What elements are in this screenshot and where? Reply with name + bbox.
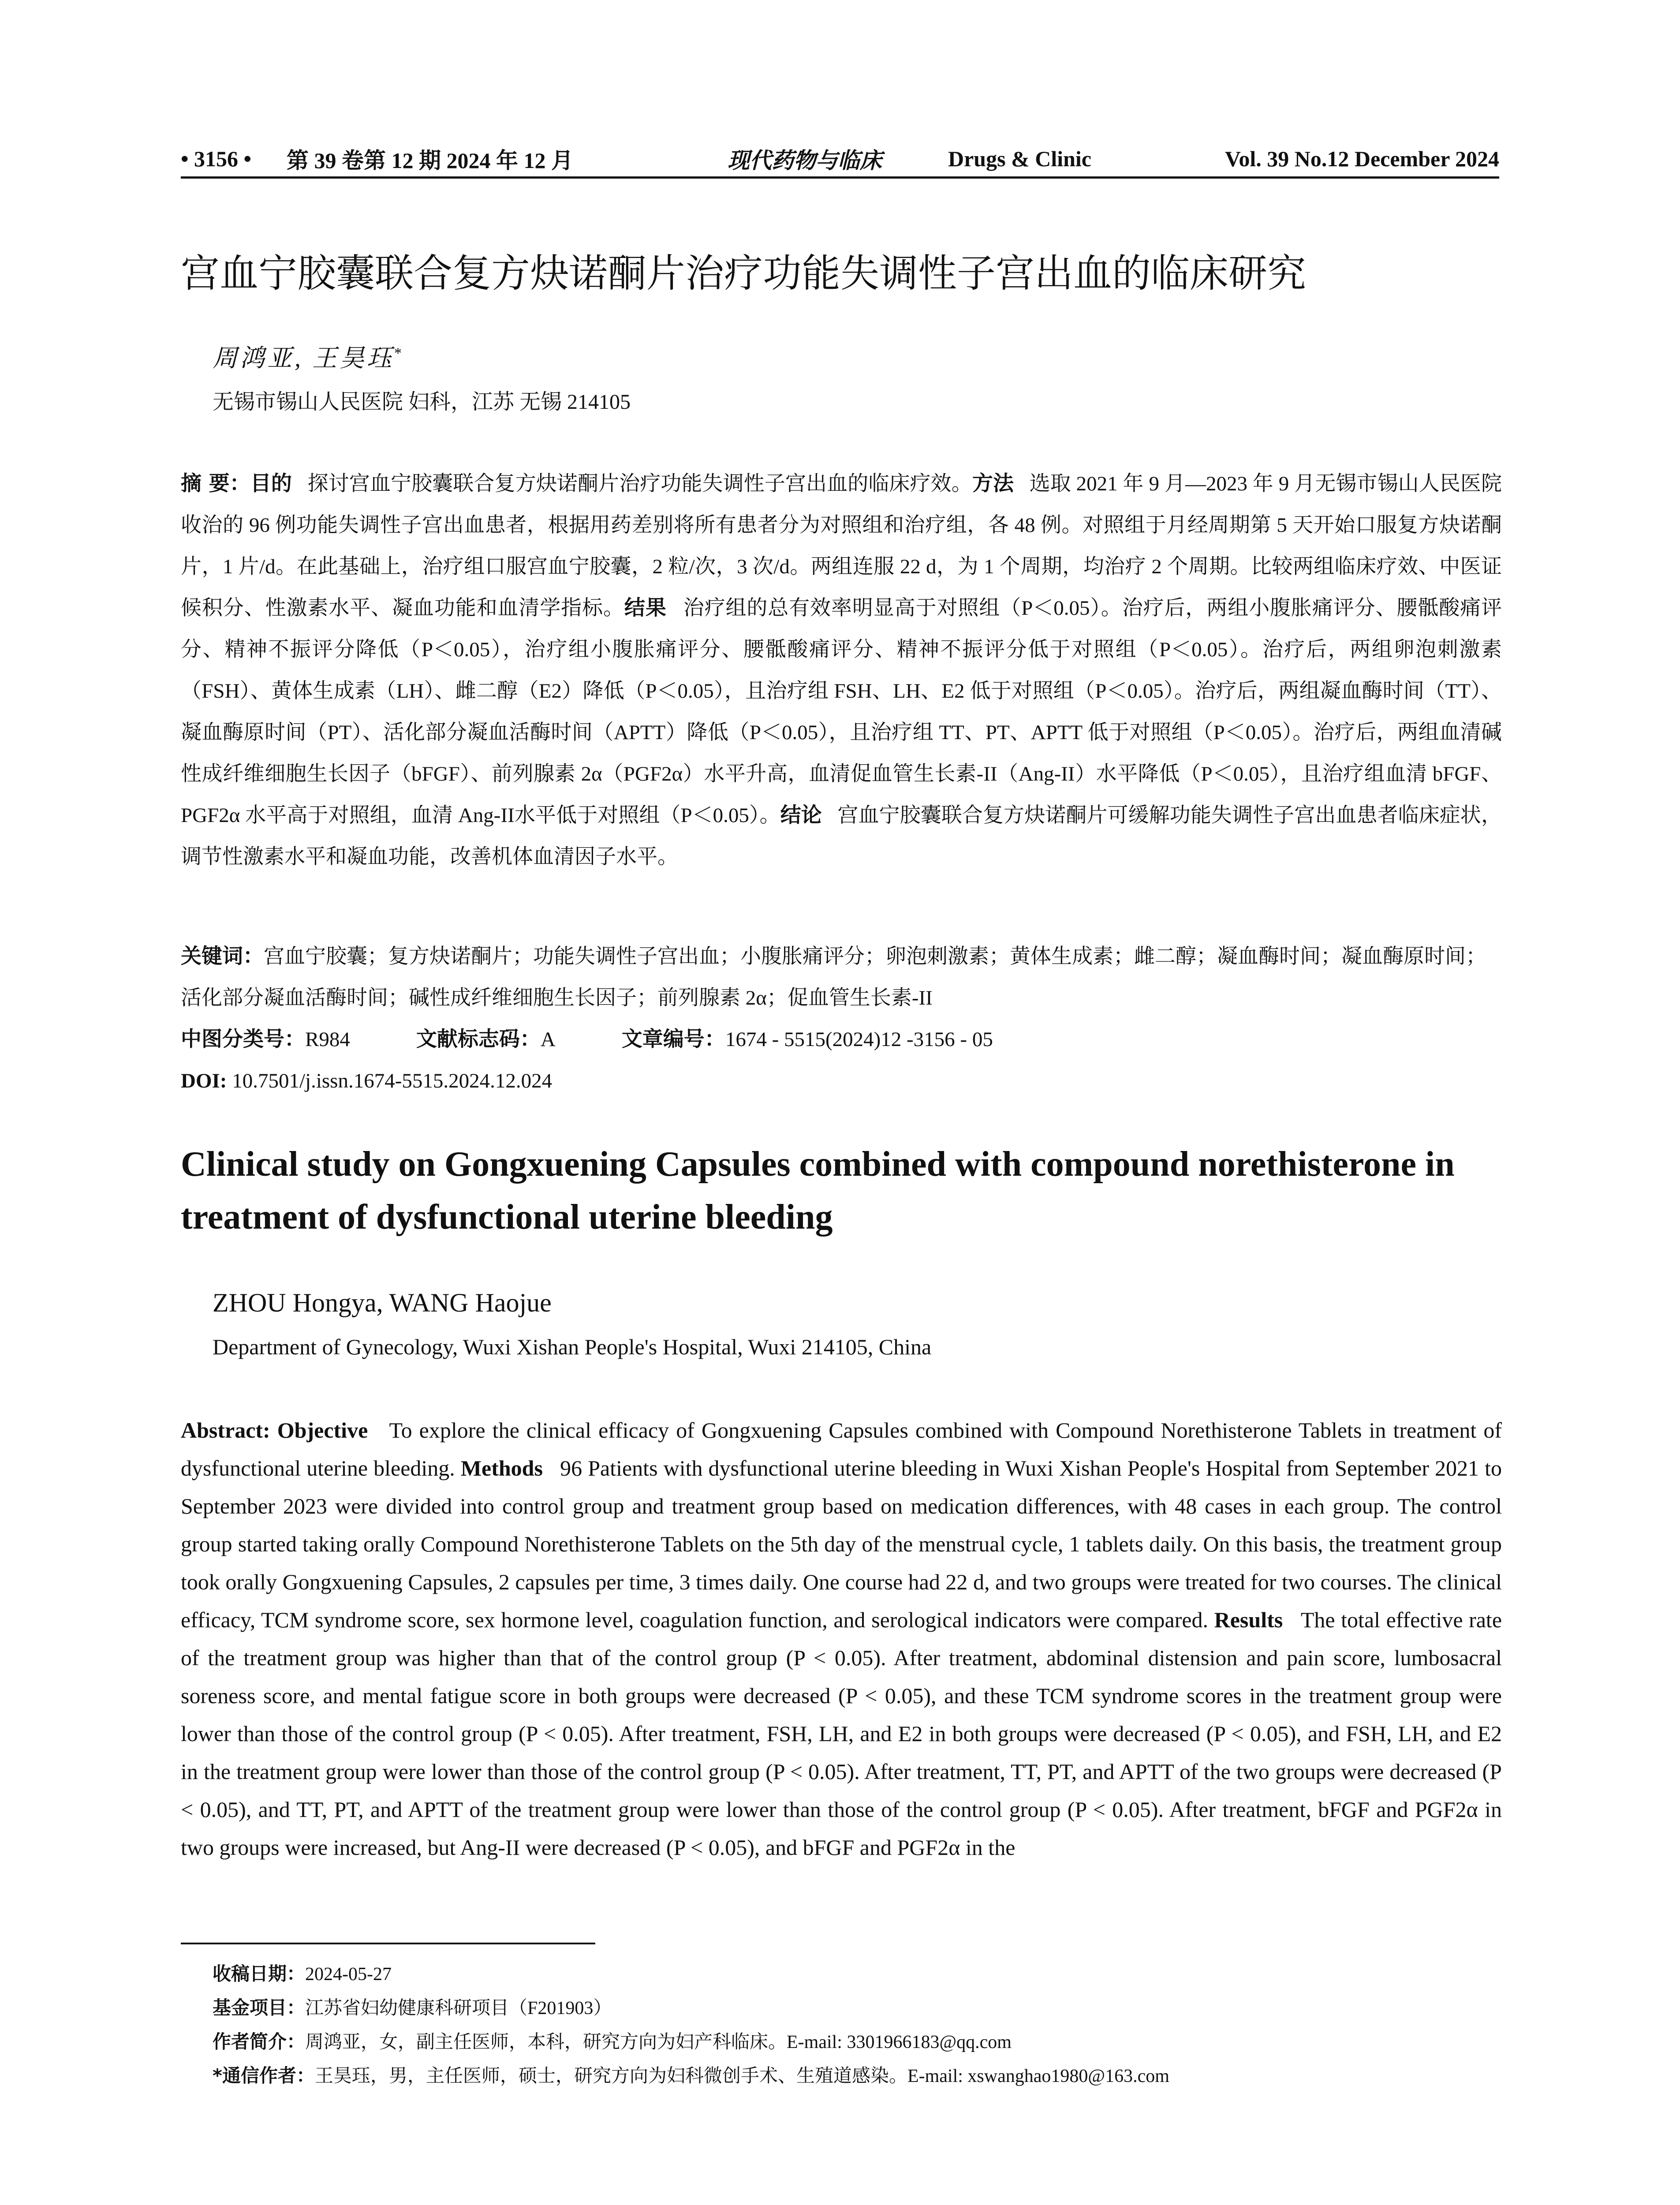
- doc-code-value: A: [540, 1028, 556, 1051]
- keywords-cn: [181, 936, 1502, 1019]
- bio-value: 周鸿亚，女，副主任医师，本科，研究方向为妇产科临床。E-mail: 3301966183@qq.com: [305, 2032, 1012, 2052]
- received-value: 2024-05-27: [305, 1964, 392, 1984]
- bio-label: 作者简介：: [213, 2031, 306, 2052]
- running-header: [181, 141, 1499, 179]
- authors-cn: [213, 339, 404, 374]
- affiliation-cn: 无锡市锡山人民医院 妇科，江苏 无锡 214105: [213, 390, 631, 414]
- doi-line: [181, 1060, 1502, 1102]
- article-title-en: Clinical study on Gongxuening Capsules combined with compound norethisterone in treatment of dysfunctional uterine bleeding: [181, 1145, 1455, 1237]
- results-text-cn: 治疗组的总有效率明显高于对照组（P＜0.05）。治疗后，两组小腹胀痛评分、腰骶酸痛评分、精神不振评分降低（P＜0.05），治疗组小腹胀痛评分、腰骶酸痛评分、精神不振评分低于对照组（P＜0.05）。治疗后，两组卵泡刺激素（FSH）、黄体生成素（LH）、雌二醇（E2）降低（P＜0.05），且治疗组 FSH、LH、E2 低于对照组（P＜0.05）。治疗后，两组凝血酶时间（TT）、凝血酶原时间（PT）、活化部分凝血活酶时间（APTT）降低（P＜0.05），且治疗组 TT、PT、APTT 低于对照组（P＜0.05）。治疗后，两组血清碱性成纤维细胞生长因子（bFGF）、前列腺素 2α（PGF2α）水平升高，血清促血管生长素-II（Ang-II）水平降低（P＜0.05），且治疗组血清 bFGF、PGF2α 水平高于对照组，血清 Ang-II水平低于对照组（P＜0.05）。: [181, 597, 1502, 827]
- abstract-en-label: Abstract: Objective: [181, 1418, 368, 1443]
- keywords-label-cn: 关键词：: [181, 944, 264, 968]
- footnote-author-bio: [213, 2025, 1169, 2059]
- corresponding-mark: *: [394, 345, 404, 362]
- methods-label-en: Methods: [460, 1456, 543, 1480]
- conclusion-text-cn: 宫血宁胶囊联合复方炔诺酮片可缓解功能失调性子宫出血患者临床症状，调节性激素水平和凝血功能，改善机体血清因子水平。: [181, 804, 1502, 868]
- footnote-corresponding: [213, 2059, 1169, 2093]
- corresponding-value: 王昊珏，男，主任医师，硕士，研究方向为妇科微创手术、生殖道感染。E-mail: xswanghao1980@163.com: [314, 2066, 1169, 2086]
- abstract-cn-label: 摘 要：: [181, 471, 250, 496]
- article-title-cn: 宫血宁胶囊联合复方炔诺酮片治疗功能失调性子宫出血的临床研究: [181, 250, 1307, 296]
- received-label: 收稿日期：: [213, 1963, 306, 1984]
- conclusion-label-cn: 结论: [780, 803, 822, 827]
- objective-label-cn: 目的: [250, 471, 292, 496]
- methods-text-en: 96 Patients with dysfunctional uterine bleeding in Wuxi Xishan People's Hospital from September 2021 to September 2023 were divided into control group and treatment group based on medication differences, with 48 cases in each group. The control group started taking orally Compound Norethisterone Tablets on the 5th day of the menstrual cycle, 1 tablets daily. On this basis, the treatment group took orally Gongxuening Capsules, 2 capsules per time, 3 times daily. One course had 22 d, and two groups were treated for two courses. The clinical efficacy, TCM syndrome score, sex hormone level, coagulation function, and serological indicators were compared.: [181, 1456, 1502, 1632]
- footnote-divider: [181, 1943, 595, 1944]
- abstract-cn: [181, 463, 1502, 878]
- clc-item: [181, 1019, 350, 1060]
- methods-text-cn: 选取 2021 年 9 月—2023 年 9 月无锡市锡山人民医院收治的 96 例功能失调性子宫出血患者，根据用药差别将所有患者分为对照组和治疗组，各 48 例。对照组于月经周期第 5 天开始口服复方炔诺酮片，1 片/d。在此基础上，治疗组口服宫血宁胶囊，2 粒/次，3 次/d。两组连服 22 d，为 1 个周期，均治疗 2 个周期。比较两组临床疗效、中医证候积分、性激素水平、凝血功能和血清学指标。: [181, 472, 1502, 620]
- doc-code-item: [416, 1019, 556, 1060]
- fund-value: 江苏省妇幼健康科研项目（F201903）: [305, 1998, 612, 2018]
- corresponding-label: *通信作者：: [213, 2065, 315, 2086]
- footnotes: [213, 1957, 1169, 2093]
- journal-name-cn: 现代药物与临床: [728, 148, 882, 173]
- abstract-en: [181, 1411, 1502, 1866]
- methods-label-cn: 方法: [972, 471, 1014, 496]
- results-text-en: The total effective rate of the treatment group was higher than that of the control group (P < 0.05). After treatment, abdominal distension and pain score, lumbosacral soreness score, and mental fatigue score in both groups were decreased (P < 0.05), and these TCM syndrome scores in the treatment group were lower than those of the control group (P < 0.05). After treatment, FSH, LH, and E2 in both groups were decreased (P < 0.05), and FSH, LH, and E2 in the treatment group were lower than those of the control group (P < 0.05). After treatment, TT, PT, and APTT of the two groups were decreased (P < 0.05), and TT, PT, and APTT of the treatment group were lower than those of the control group (P < 0.05). After treatment, bFGF and PGF2α in two groups were increased, but Ang-II were decreased (P < 0.05), and bFGF and PGF2α in the: [181, 1607, 1502, 1860]
- clc-value: R984: [305, 1028, 350, 1051]
- journal-name-en: Drugs & Clinic: [948, 146, 1091, 171]
- article-number-value: 1674 - 5515(2024)12 -3156 - 05: [725, 1028, 993, 1051]
- article-number-item: [622, 1019, 993, 1060]
- page-number: • 3156 •: [181, 146, 252, 171]
- doc-code-label: 文献标志码：: [416, 1027, 541, 1051]
- doi-label: DOI:: [181, 1069, 227, 1092]
- footnote-received: [213, 1957, 1169, 1991]
- doi-value[interactable]: 10.7501/j.issn.1674-5515.2024.12.024: [232, 1069, 553, 1092]
- objective-text-en: To explore the clinical efficacy of Gongxuening Capsules combined with Compound Norethisterone Tablets in treatment of dysfunctional uterine bleeding.: [181, 1418, 1502, 1480]
- footnote-fund: [213, 1991, 1169, 2025]
- keywords-text-cn: 宫血宁胶囊；复方炔诺酮片；功能失调性子宫出血；小腹胀痛评分；卵泡刺激素；黄体生成素；雌二醇；凝血酶时间；凝血酶原时间；活化部分凝血活酶时间；碱性成纤维细胞生长因子；前列腺素 2α；促血管生长素-II: [181, 945, 1486, 1009]
- affiliation-en: Department of Gynecology, Wuxi Xishan People's Hospital, Wuxi 214105, China: [213, 1334, 932, 1359]
- classification-line: [181, 1019, 1502, 1060]
- results-label-en: Results: [1214, 1607, 1283, 1632]
- fund-label: 基金项目：: [213, 1997, 306, 2018]
- results-label-cn: 结果: [624, 596, 667, 620]
- objective-text-cn: 探讨宫血宁胶囊联合复方炔诺酮片治疗功能失调性子宫出血的临床疗效。: [307, 472, 972, 495]
- article-number-label: 文章编号：: [621, 1027, 725, 1051]
- authors-cn-names: 周鸿亚, 王昊珏: [213, 345, 394, 372]
- clc-label: 中图分类号：: [181, 1027, 305, 1051]
- volume-issue-en: Vol. 39 No.12 December 2024: [1225, 146, 1499, 171]
- authors-en: ZHOU Hongya, WANG Haojue: [213, 1288, 552, 1317]
- volume-issue-cn: 第 39 卷第 12 期 2024 年 12 月: [287, 148, 573, 173]
